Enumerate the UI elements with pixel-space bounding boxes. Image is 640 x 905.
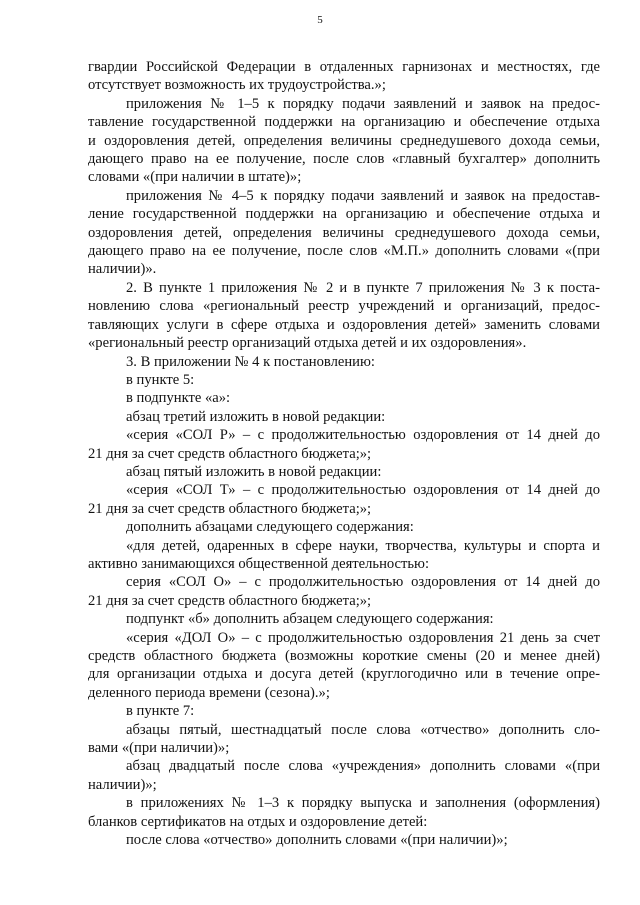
text-line: серия «СОЛ О» – с продолжительностью оздоровления от 14 дней до: [126, 574, 600, 591]
text-line: бланков сертификатов на отдых и оздоровление детей:: [88, 813, 428, 830]
text-line: новлению слова «региональный реестр учреждений и организаций, предос-: [88, 298, 600, 315]
text-line: абзац пятый изложить в новой редакции:: [126, 463, 382, 480]
text-line: вами «(при наличии)»;: [88, 740, 230, 757]
text-line: 2. В пункте 1 приложения № 2 и в пункте 7 приложения № 3 к поста-: [126, 279, 600, 296]
document-body: [88, 58, 600, 849]
text-line: дополнить абзацами следующего содержания:: [126, 519, 414, 536]
text-line: 21 дня за счет средств областного бюджета;»;: [88, 592, 372, 609]
text-line: в подпункте «а»:: [126, 390, 231, 407]
text-line: словами «(при наличии в штате)»;: [88, 169, 302, 186]
text-line: оздоровления детей, определения величины среднедушевого дохода семьи,: [88, 224, 600, 241]
text-line: после слова «отчество» дополнить словами «(при наличии)»;: [126, 832, 508, 849]
text-line: «серия «СОЛ Р» – с продолжительностью оздоровления от 14 дней до: [126, 427, 600, 444]
text-line: тавляющих услуги в сфере отдыха и оздоровления детей» заменить словами: [88, 316, 600, 333]
text-line: тавление государственной поддержки на организацию и обеспечение отдыха: [88, 114, 600, 131]
text-line: наличии)».: [88, 261, 157, 278]
text-line: абзац третий изложить в новой редакции:: [126, 408, 386, 425]
text-line: приложения № 1–5 к порядку подачи заявлений и заявок на предос-: [126, 95, 600, 112]
text-line: абзац двадцатый после слова «учреждения» дополнить словами «(при: [126, 758, 600, 775]
text-line: 3. В приложении № 4 к постановлению:: [126, 353, 375, 370]
text-line: дающего право на ее получение, после слов «М.П.» дополнить словами «(при: [88, 243, 600, 260]
text-line: «региональный реестр организаций отдыха детей и их оздоровления».: [88, 335, 527, 352]
page-number: 5: [317, 14, 323, 26]
text-line: деленного периода времени (сезона).»;: [88, 684, 330, 701]
text-line: подпункт «б» дополнить абзацем следующего содержания:: [126, 611, 494, 628]
text-line: активно занимающихся общественной деятельностью:: [88, 555, 430, 572]
text-line: «серия «СОЛ Т» – с продолжительностью оздоровления от 14 дней до: [126, 482, 600, 499]
text-line: в приложениях № 1–3 к порядку выпуска и заполнения (оформления): [126, 795, 600, 812]
text-line: «для детей, одаренных в сфере науки, творчества, культуры и спорта и: [126, 537, 600, 554]
text-line: наличии)»;: [88, 776, 157, 793]
text-line: приложения № 4–5 к порядку подачи заявлений и заявок на предостав-: [126, 187, 600, 204]
text-line: гвардии Российской Федерации в отдаленных гарнизонах и местностях, где: [88, 59, 600, 75]
text-line: ление государственной поддержки на организацию и обеспечение отдыха и: [88, 206, 600, 223]
text-line: для организации отдыха и досуга детей (круглогодично или в течение опре-: [88, 666, 600, 683]
text-line: 21 дня за счет средств областного бюджета;»;: [88, 500, 372, 517]
text-line: в пункте 5:: [126, 371, 195, 388]
text-line: дающего право на ее получение, после слов «главный бухгалтер» дополнить: [88, 151, 600, 168]
text-line: 21 дня за счет средств областного бюджета;»;: [88, 445, 372, 462]
text-line: абзацы пятый, шестнадцатый после слова «отчество» дополнить сло-: [126, 721, 600, 738]
text-line: отсутствует возможность их трудоустройства.»;: [88, 77, 386, 94]
text-line: средств областного бюджета (возможны короткие смены (20 и менее дней): [88, 648, 600, 664]
text-line: и оздоровления детей, определения величины среднедушевого дохода семьи,: [88, 132, 600, 149]
text-line: в пункте 7:: [126, 703, 195, 720]
text-line: «серия «ДОЛ О» – с продолжительностью оздоровления 21 день за счет: [126, 629, 600, 646]
